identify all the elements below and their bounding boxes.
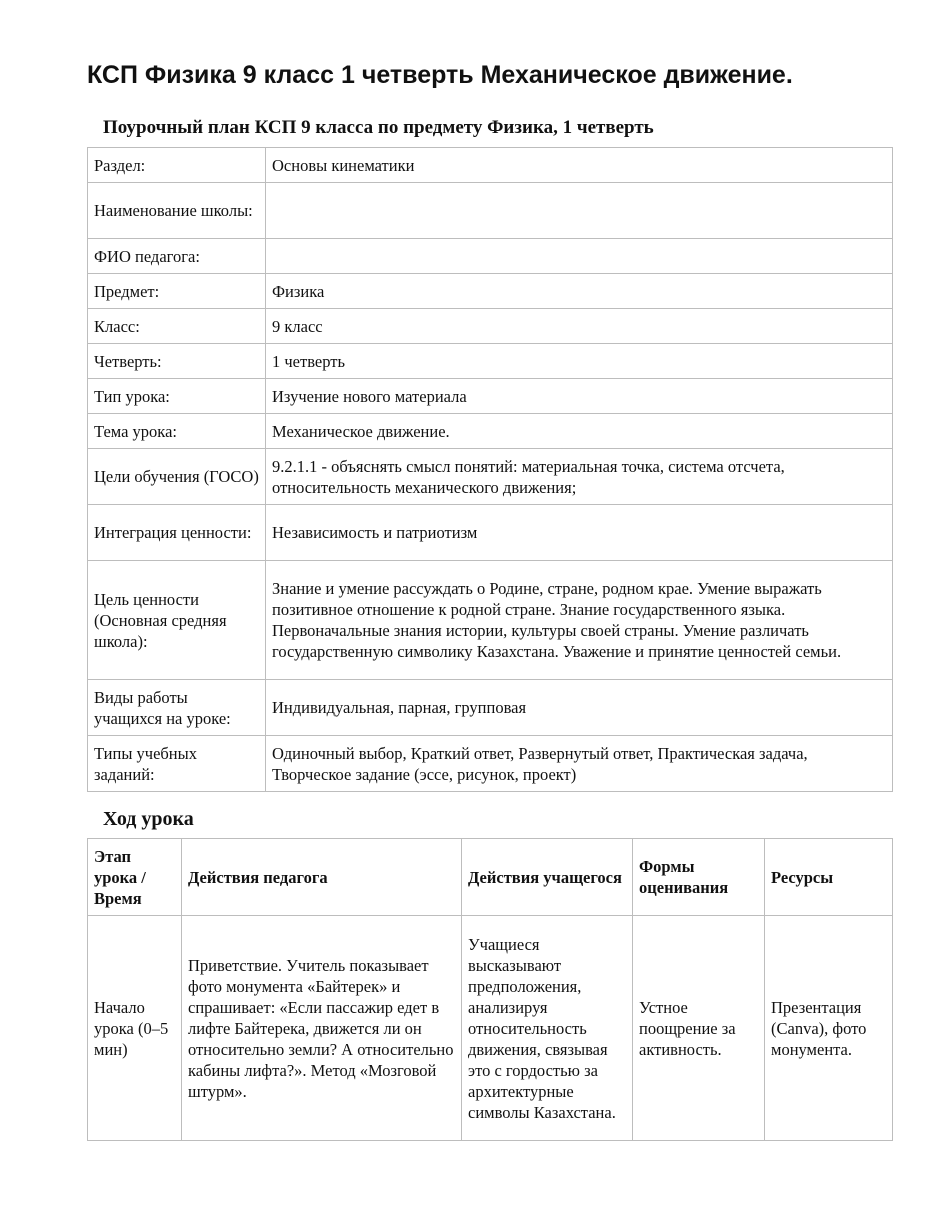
lesson-plan-table <box>87 147 893 792</box>
row-value-topic: Механическое движение. <box>266 414 893 449</box>
row-value-value-goal: Знание и умение рассуждать о Родине, стране, родном крае. Умение выражать позитивное отношение к родной стране. Знание государственного языка. Первоначальные знания истории, культуры своей страны. Умение различать государственную символику Казахстана. Уважение и принятие ценностей семьи. <box>266 561 893 680</box>
column-header-resources: Ресурсы <box>765 839 893 916</box>
row-label-learning-goals: Цели обучения (ГОСО) <box>88 449 266 505</box>
cell-assessment: Устное поощрение за активность. <box>633 916 765 1141</box>
row-label-topic: Тема урока: <box>88 414 266 449</box>
row-value-subject: Физика <box>266 274 893 309</box>
row-label-quarter: Четверть: <box>88 344 266 379</box>
cell-stage: Начало урока (0–5 мин) <box>88 916 182 1141</box>
row-value-work-types: Индивидуальная, парная, групповая <box>266 680 893 736</box>
row-label-teacher: ФИО педагога: <box>88 239 266 274</box>
table-row <box>88 183 893 239</box>
table-row <box>88 239 893 274</box>
row-value-lesson-type: Изучение нового материала <box>266 379 893 414</box>
table-header-row <box>88 839 893 916</box>
cell-teacher-actions: Приветствие. Учитель показывает фото монумента «Байтерек» и спрашивает: «Если пассажир едет в лифте Байтерека, движется ли он относительно земли? А относительно кабины лифта?». Метод «Мозговой штурм». <box>182 916 462 1141</box>
table-row <box>88 736 893 792</box>
row-value-grade: 9 класс <box>266 309 893 344</box>
row-label-work-types: Виды работы учащихся на уроке: <box>88 680 266 736</box>
table-row <box>88 379 893 414</box>
row-value-learning-goals: 9.2.1.1 - объяснять смысл понятий: материальная точка, система отсчета, относительность механического движения; <box>266 449 893 505</box>
row-value-section: Основы кинематики <box>266 148 893 183</box>
row-label-value-goal: Цель ценности (Основная средняя школа): <box>88 561 266 680</box>
lesson-progress-heading: Ход урока <box>103 808 194 830</box>
table-row <box>88 680 893 736</box>
row-label-value-integration: Интеграция ценности: <box>88 505 266 561</box>
row-value-task-types: Одиночный выбор, Краткий ответ, Развернутый ответ, Практическая задача, Творческое задание (эссе, рисунок, проект) <box>266 736 893 792</box>
row-value-quarter: 1 четверть <box>266 344 893 379</box>
table-row <box>88 414 893 449</box>
column-header-assessment: Формы оценивания <box>633 839 765 916</box>
cell-resources: Презентация (Canva), фото монумента. <box>765 916 893 1141</box>
table-row <box>88 449 893 505</box>
row-value-school <box>266 183 893 239</box>
cell-student-actions: Учащиеся высказывают предположения, анализируя относительность движения, связывая это с гордостью за архитектурные символы Казахстана. <box>462 916 633 1141</box>
table-row <box>88 505 893 561</box>
table-row <box>88 561 893 680</box>
column-header-teacher-actions: Действия педагога <box>182 839 462 916</box>
row-label-task-types: Типы учебных заданий: <box>88 736 266 792</box>
row-value-value-integration: Независимость и патриотизм <box>266 505 893 561</box>
row-label-school: Наименование школы: <box>88 183 266 239</box>
table-row <box>88 916 893 1141</box>
row-label-lesson-type: Тип урока: <box>88 379 266 414</box>
table-row <box>88 274 893 309</box>
table-row <box>88 344 893 379</box>
column-header-stage: Этап урока / Время <box>88 839 182 916</box>
row-value-teacher <box>266 239 893 274</box>
row-label-section: Раздел: <box>88 148 266 183</box>
table-row <box>88 148 893 183</box>
column-header-student-actions: Действия учащегося <box>462 839 633 916</box>
row-label-subject: Предмет: <box>88 274 266 309</box>
table-row <box>88 309 893 344</box>
lesson-progress-table <box>87 838 893 1141</box>
row-label-grade: Класс: <box>88 309 266 344</box>
plan-heading: Поурочный план КСП 9 класса по предмету Физика, 1 четверть <box>103 117 654 138</box>
document-title: КСП Физика 9 класс 1 четверть Механическое движение. <box>87 61 793 89</box>
